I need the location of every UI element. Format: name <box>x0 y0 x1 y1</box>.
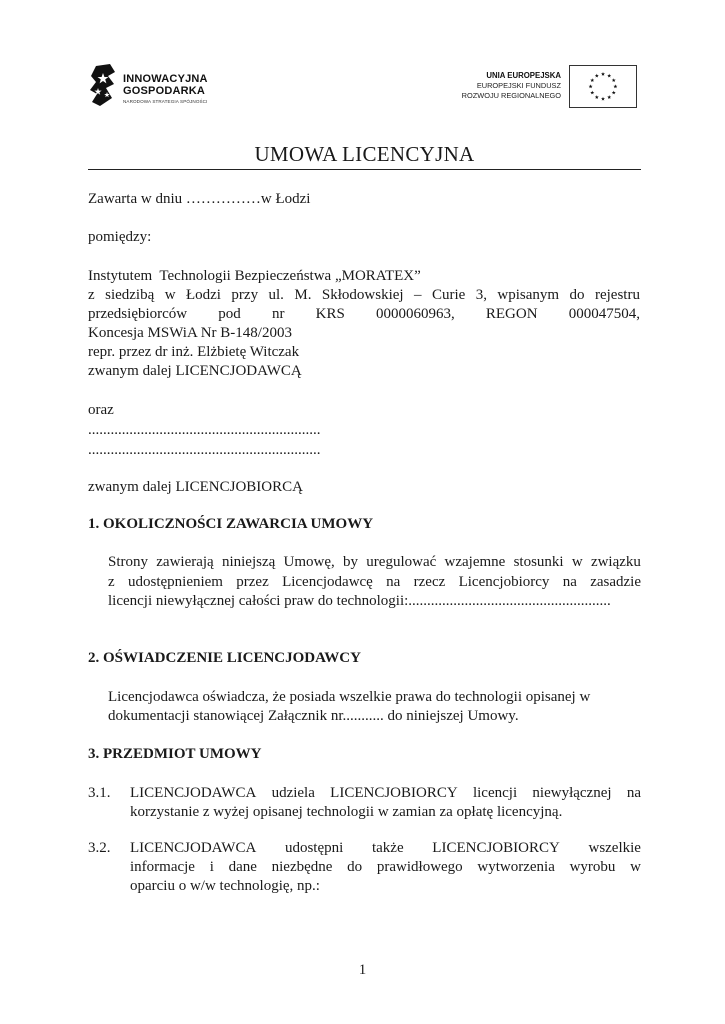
word: niniejszą <box>221 554 276 570</box>
word: KRS <box>315 306 345 322</box>
word: nr <box>271 306 285 322</box>
word: związku <box>590 554 641 570</box>
licensor-line5: repr. przez dr inż. Elżbietę Witczak <box>88 344 300 360</box>
word: przez <box>236 574 269 590</box>
word: informacje <box>130 859 195 875</box>
item-3-2-line3: oparciu o w/w technologię, np.: <box>130 878 320 894</box>
word: udziela <box>271 785 315 801</box>
date-line: Zawarta w dniu ……………w Łodzi <box>88 191 311 207</box>
word: Curie <box>431 287 466 303</box>
word: 0000060963, <box>375 306 455 322</box>
word: rzecz <box>413 574 446 590</box>
word: ul. <box>268 287 284 303</box>
item-3-2-line1 <box>130 839 641 857</box>
licensor-line4: Koncesja MSWiA Nr B-148/2003 <box>88 325 292 341</box>
word: 3, <box>475 287 487 303</box>
logo-text-line2: GOSPODARKA <box>123 85 206 97</box>
eu-star-icon <box>590 91 594 95</box>
eu-flag-icon <box>569 65 637 108</box>
word: wpisanym <box>497 287 560 303</box>
word: Łodzi <box>185 287 221 303</box>
logo-text-line1: INNOWACYJNA <box>123 73 208 85</box>
logo-text-line3: NARODOWA STRATEGIA SPÓJNOŚCI <box>123 99 208 104</box>
word: LICENCJOBIORCY <box>432 840 560 856</box>
item-3-1-line1 <box>130 784 641 802</box>
word: także <box>371 840 404 856</box>
eu-logo-line1: UNIA EUROPEJSKA <box>486 71 561 80</box>
word: zasadzie <box>590 574 641 590</box>
section1-line3: licencji niewyłącznej całości praw do technologii:...................................................... <box>108 593 611 609</box>
word: przedsiębiorców <box>88 306 188 322</box>
word: udostępni <box>284 840 344 856</box>
word: niezbędne <box>271 859 333 875</box>
section2-line2: dokumentacji stanowiącej Załącznik nr........... do niniejszej Umowy. <box>108 708 519 724</box>
word: w <box>630 859 641 875</box>
word: na <box>562 574 577 590</box>
section2-heading: 2. OŚWIADCZENIE LICENCJODAWCY <box>88 650 361 666</box>
item-3-2-line2 <box>130 858 641 876</box>
eu-star-icon <box>601 97 605 101</box>
page-number: 1 <box>358 962 367 978</box>
section1-heading: 1. OKOLICZNOŚCI ZAWARCIA UMOWY <box>88 516 374 532</box>
word: Licencjodawcę <box>282 574 373 590</box>
word: wytworzenia <box>477 859 555 875</box>
word: licencji <box>472 785 518 801</box>
word: LICENCJODAWCA <box>130 840 257 856</box>
word: z <box>108 574 115 590</box>
eu-star-icon <box>612 78 616 82</box>
section1-line2 <box>108 573 641 591</box>
licensee-dots-2: .............................................................. <box>88 442 321 458</box>
eu-star-icon <box>613 84 617 88</box>
word: prawidłowego <box>376 859 463 875</box>
word: rejestru <box>594 287 640 303</box>
document-title: UMOWA LICENCYJNA <box>254 142 475 166</box>
licensor-line1-b: Technologii <box>159 268 231 284</box>
item-3-1-number: 3.1. <box>88 785 111 801</box>
word: do <box>347 859 363 875</box>
word: w <box>164 287 176 303</box>
word: wyrobu <box>569 859 616 875</box>
licensee-dots-1: .............................................................. <box>88 422 321 438</box>
eu-star-icon <box>607 74 611 78</box>
licensor-line3 <box>88 305 640 323</box>
word: na <box>386 574 401 590</box>
section1-line1 <box>108 553 641 571</box>
word: Skłodowskiej <box>321 287 404 303</box>
eu-star-icon <box>595 74 599 78</box>
word: wszelkie <box>588 840 641 856</box>
item-3-2-number: 3.2. <box>88 840 111 856</box>
title-divider <box>88 169 641 170</box>
innowacyjna-gospodarka-emblem-icon <box>88 64 118 108</box>
word: dane <box>228 859 257 875</box>
word: LICENCJODAWCA <box>130 785 257 801</box>
section3-heading: 3. PRZEDMIOT UMOWY <box>88 746 262 762</box>
word: REGON <box>485 306 538 322</box>
eu-star-icon <box>590 78 594 82</box>
word: z <box>88 287 95 303</box>
licensor-line1-a: Instytutem <box>88 268 153 284</box>
word: na <box>626 785 641 801</box>
word: M. <box>294 287 312 303</box>
word: uregulować <box>366 554 437 570</box>
licensee-label: zwanym dalej LICENCJOBIORCĄ <box>88 479 303 495</box>
and-label: oraz <box>88 402 114 418</box>
word: Umowę, <box>283 554 335 570</box>
licensor-line6: zwanym dalej LICENCJODAWCĄ <box>88 363 302 379</box>
word: do <box>569 287 585 303</box>
eu-star-icon <box>595 95 599 99</box>
word: Strony <box>108 554 149 570</box>
word: – <box>414 287 422 303</box>
item-3-1-line2: korzystanie z wyżej opisanej technologii w zamian za opłatę licencyjną. <box>130 804 563 820</box>
eu-fund-logo <box>437 65 637 108</box>
word: 000047504, <box>568 306 640 322</box>
eu-star-icon <box>589 84 593 88</box>
licensor-line1-c: Bezpieczeństwa „MORATEX” <box>234 268 421 284</box>
word: zawierają <box>156 554 214 570</box>
eu-logo-line3: ROZWOJU REGIONALNEGO <box>461 90 561 100</box>
word: w <box>571 554 583 570</box>
word: udostępnieniem <box>127 574 223 590</box>
eu-logo-line2: EUROPEJSKI FUNDUSZ <box>476 81 561 90</box>
section2-line1: Licencjodawca oświadcza, że posiada wszelkie prawa do technologii opisanej w <box>108 689 591 705</box>
word: stosunki <box>513 554 564 570</box>
word: wzajemne <box>444 554 506 570</box>
word: przy <box>231 287 259 303</box>
word: siedzibą <box>105 287 155 303</box>
innowacyjna-gospodarka-logo <box>88 62 238 112</box>
licensor-line2 <box>88 286 640 304</box>
word: Licencjobiorcy <box>458 574 550 590</box>
between-label: pomiędzy: <box>88 229 152 245</box>
word: i <box>209 859 214 875</box>
word: pod <box>218 306 241 322</box>
eu-star-icon <box>607 95 611 99</box>
word: niewyłącznej <box>532 785 612 801</box>
word: by <box>343 554 359 570</box>
eu-star-icon <box>601 72 605 76</box>
licensor-line1 <box>88 267 421 285</box>
word: LICENCJOBIORCY <box>330 785 458 801</box>
eu-star-icon <box>612 91 616 95</box>
